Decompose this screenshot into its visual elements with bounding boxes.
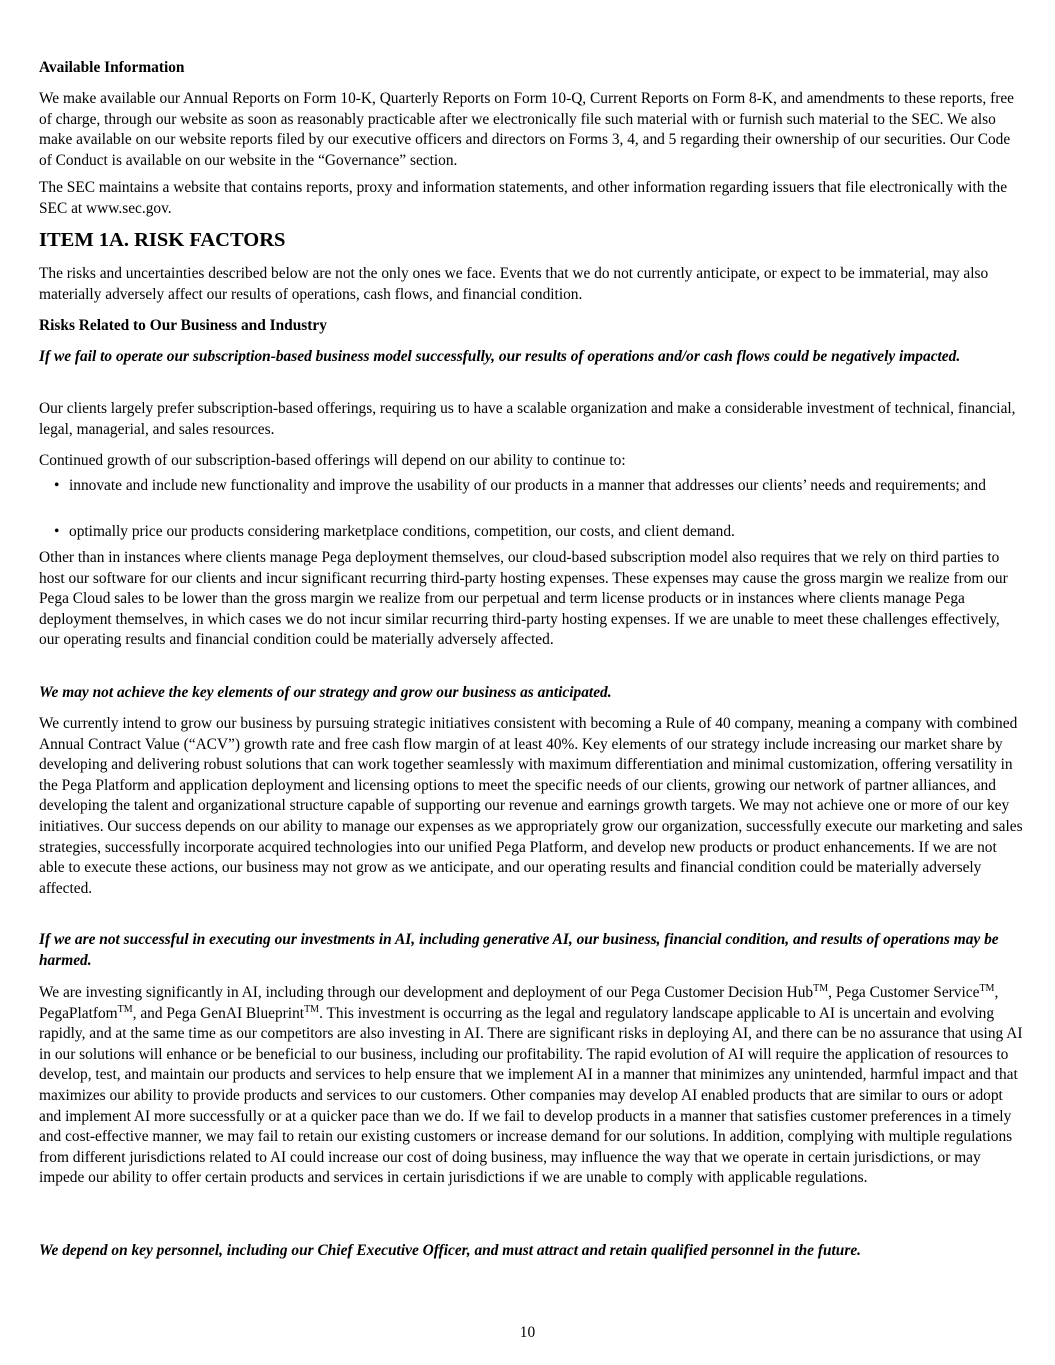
risk-factors-intro: The risks and uncertainties described below are not the only ones we face. Events that we do not currently anticipate, or expect to be immaterial, may also materially adversely affect our results of operations, cash flows, and financial condition. xyxy=(39,265,989,303)
list-item xyxy=(39,522,1024,543)
bullet-icon: • xyxy=(54,523,60,540)
risk-strategy-paragraph: We currently intend to grow our business by pursuing strategic initiatives consistent with becoming a Rule of 40 company, meaning a company with combined Annual Contract Value (“ACV”) growth rate and free cash flow margin of at least 40%. Key elements of our strategy include increasing our market share by developing and delivering robust solutions that can work together seamlessly with maximum differentiation and minimal customization, offering versatility in the Pega Platform and application deployment and licensing options to meet the specific needs of our clients, growing our network of partner alliances, and developing the talent and organizational structure capable of supporting our revenue and earnings growth targets. We may not achieve one or more of our key initiatives. Our success depends on our ability to manage our expenses as we appropriately grow our organization, successfully execute our marketing and sales strategies, successfully incorporate acquired technologies into our unified Pega Platform, and develop new products or product enhancements. If we are not able to execute these actions, our business may not grow as we anticipate, and our operating results and financial condition could be materially adversely affected. xyxy=(39,715,1023,897)
risk-subscription-paragraph-1: Our clients largely prefer subscription-based offerings, requiring us to have a scalable organization and make a considerable investment of technical, financial, legal, managerial, and sales resources. xyxy=(39,400,1016,438)
risk-ai-paragraph: We are investing significantly in AI, including through our development and deployment of our Pega Customer Decision Hub™, Pega Customer Service™, PegaPlatfom™, and Pega GenAI Blueprint™. This investment is occurring as the legal and regulatory landscape applicable to AI is uncertain and evolving rapidly, and at the same time as our competitors are also investing in AI. There are significant risks in deploying AI, and there can be no assurance that using AI in our solutions will enhance or be beneficial to our business, including our profitability. The rapid evolution of AI will require the application of resources to develop, test, and maintain our products and services to help ensure that we implement AI in a manner that minimizes any unintended, harmful impact and that maximizes our ability to provide products and services to our customers. Other companies may develop AI enabled products that are similar to ours or adopt and implement AI more successfully or at a quicker pace than we do. If we fail to develop products in a manner that satisfies customer preferences in a timely and cost-effective manner, we may fail to retain our existing customers or increase demand for our solutions. In addition, complying with multiple regulations from different jurisdictions related to AI could increase our cost of doing business, may influence the way that we operate in certain jurisdictions, or may impede our ability to offer certain products and services in certain jurisdictions if we are unable to comply with applicable regulations. xyxy=(39,983,1023,1187)
trademark-symbol: TM xyxy=(117,1003,133,1015)
trademark-symbol: TM xyxy=(813,983,829,994)
available-information-heading: Available Information xyxy=(39,59,185,76)
risks-business-industry-heading: Risks Related to Our Business and Industry xyxy=(39,317,327,334)
list-item-text: optimally price our products considering marketplace conditions, competition, our costs, and client demand. xyxy=(69,523,735,540)
available-information-paragraph-1: We make available our Annual Reports on Form 10-K, Quarterly Reports on Form 10-Q, Current Reports on Form 8-K, and amendments to these reports, free of charge, through our website as soon as reasonably practicable after we electronically file such material with or furnish such material to the SEC. We also make available on our website reports filed by our executive officers and directors on Forms 3, 4, and 5 regarding their ownership of our securities. Our Code of Conduct is available on our website in the “Governance” section. xyxy=(39,90,1014,169)
risk-subscription-paragraph-3: Other than in instances where clients manage Pega deployment themselves, our cloud-based subscription model also requires that we rely on third parties to host our software for our clients and incur significant recurring third-party hosting expenses. These expenses may cause the gross margin we realize from our Pega Cloud sales to be lower than the gross margin we realize from our perpetual and term license products or in instances where clients manage Pega deployment themselves, in which cases we do not incur similar recurring third-party hosting expenses. If we are unable to meet these challenges effectively, our operating results and financial condition could be materially adversely affected. xyxy=(39,549,1008,649)
risk-subscription-title: If we fail to operate our subscription-based business model successfully, our results of operations and/or cash flows could be negatively impacted. xyxy=(39,348,961,365)
available-information-paragraph-2: The SEC maintains a website that contains reports, proxy and information statements, and other information regarding issuers that file electronically with the SEC at www.sec.gov. xyxy=(39,179,1008,217)
risk-personnel-title: We depend on key personnel, including our Chief Executive Officer, and must attract and retain qualified personnel in the future. xyxy=(39,1242,862,1259)
bullet-icon: • xyxy=(54,477,60,494)
trademark-symbol: TM xyxy=(304,1003,320,1015)
risk-ai-title: If we are not successful in executing our investments in AI, including generative AI, our business, financial condition, and results of operations may be harmed. xyxy=(39,931,999,969)
risk-subscription-paragraph-2: Continued growth of our subscription-based offerings will depend on our ability to continue to: xyxy=(39,452,626,469)
page-number: 10 xyxy=(519,1324,536,1341)
risk-strategy-title: We may not achieve the key elements of our strategy and grow our business as anticipated. xyxy=(39,684,612,701)
list-item-text: innovate and include new functionality and improve the usability of our products in a manner that addresses our clients’ needs and requirements; and xyxy=(69,477,986,494)
trademark-symbol: TM xyxy=(979,983,995,994)
item-1a-title: ITEM 1A. RISK FACTORS xyxy=(39,229,286,251)
list-item xyxy=(39,476,1024,497)
